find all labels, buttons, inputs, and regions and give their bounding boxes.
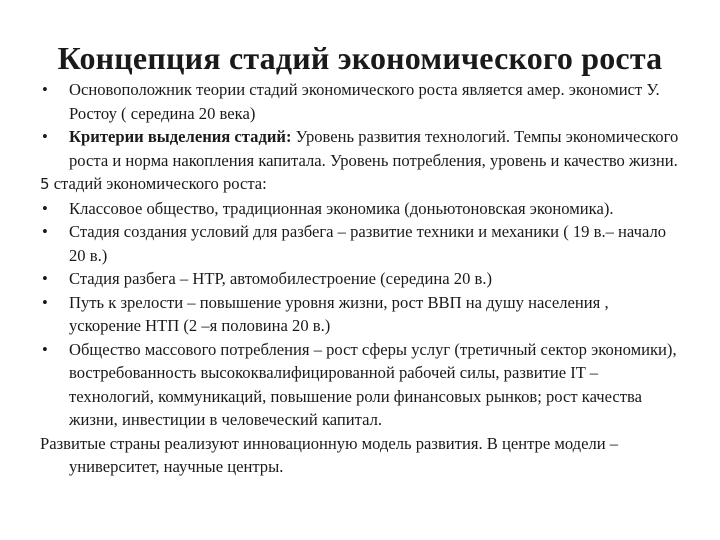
bullet-icon: • [42, 339, 48, 359]
list-item [40, 220, 680, 267]
list-item-text: Путь к зрелости – повышение уровня жизни, рост ВВП на душу населения , ускорение НТП (2 –я половина 20 в.) [69, 292, 609, 335]
slide-title: Концепция стадий экономического роста [57, 40, 663, 76]
slide-content [40, 78, 680, 479]
list-item-text: Уровень развития технологий. Темпы экономического роста и норма накопления капитала. Уровень потребления, уровень и качество жизни. [69, 127, 679, 170]
list-item-text: Основоположник теории стадий экономического роста является амер. экономист У. Ростоу ( середина 20 века) [69, 80, 660, 123]
list-item [40, 267, 680, 291]
list-heading [40, 172, 680, 197]
stage-count: 5 [40, 175, 50, 193]
list-heading-text: стадий экономического роста: [49, 174, 267, 193]
list-item-text: Стадия создания условий для разбега – развитие техники и механики ( 19 в.– начало 20 в.) [69, 222, 667, 265]
list-item [40, 78, 680, 125]
list-item-bold-lead: Критерии выделения стадий: [69, 127, 292, 146]
closing-paragraph [40, 432, 680, 479]
list-item-text: Общество массового потребления – рост сферы услуг (третичный сектор экономики), востребованность высококвалифицированной рабочей силы, развитие IT – технологий, коммуникаций, повышение роли финансовых рынков; рост качества жизни, инвестиции в человеческий капитал. [69, 339, 677, 429]
bullet-icon: • [42, 80, 48, 99]
bullet-icon: • [42, 269, 48, 288]
list-item [40, 125, 680, 172]
list-item-text: Стадия разбега – НТР, автомобилестроение (середина 20 в.) [69, 269, 493, 288]
closing-paragraph-text: Развитые страны реализуют инновационную модель развития. В центре модели – университет, научные центры. [40, 433, 619, 476]
bullet-icon: • [42, 198, 48, 218]
list-item [40, 291, 680, 338]
list-item [40, 197, 680, 221]
bullet-icon: • [42, 222, 48, 241]
list-item [40, 338, 680, 432]
bullet-icon: • [42, 292, 48, 312]
list-item-text: Классовое общество, традиционная экономика (доньютоновская экономика). [69, 198, 614, 218]
bullet-icon: • [42, 127, 48, 146]
